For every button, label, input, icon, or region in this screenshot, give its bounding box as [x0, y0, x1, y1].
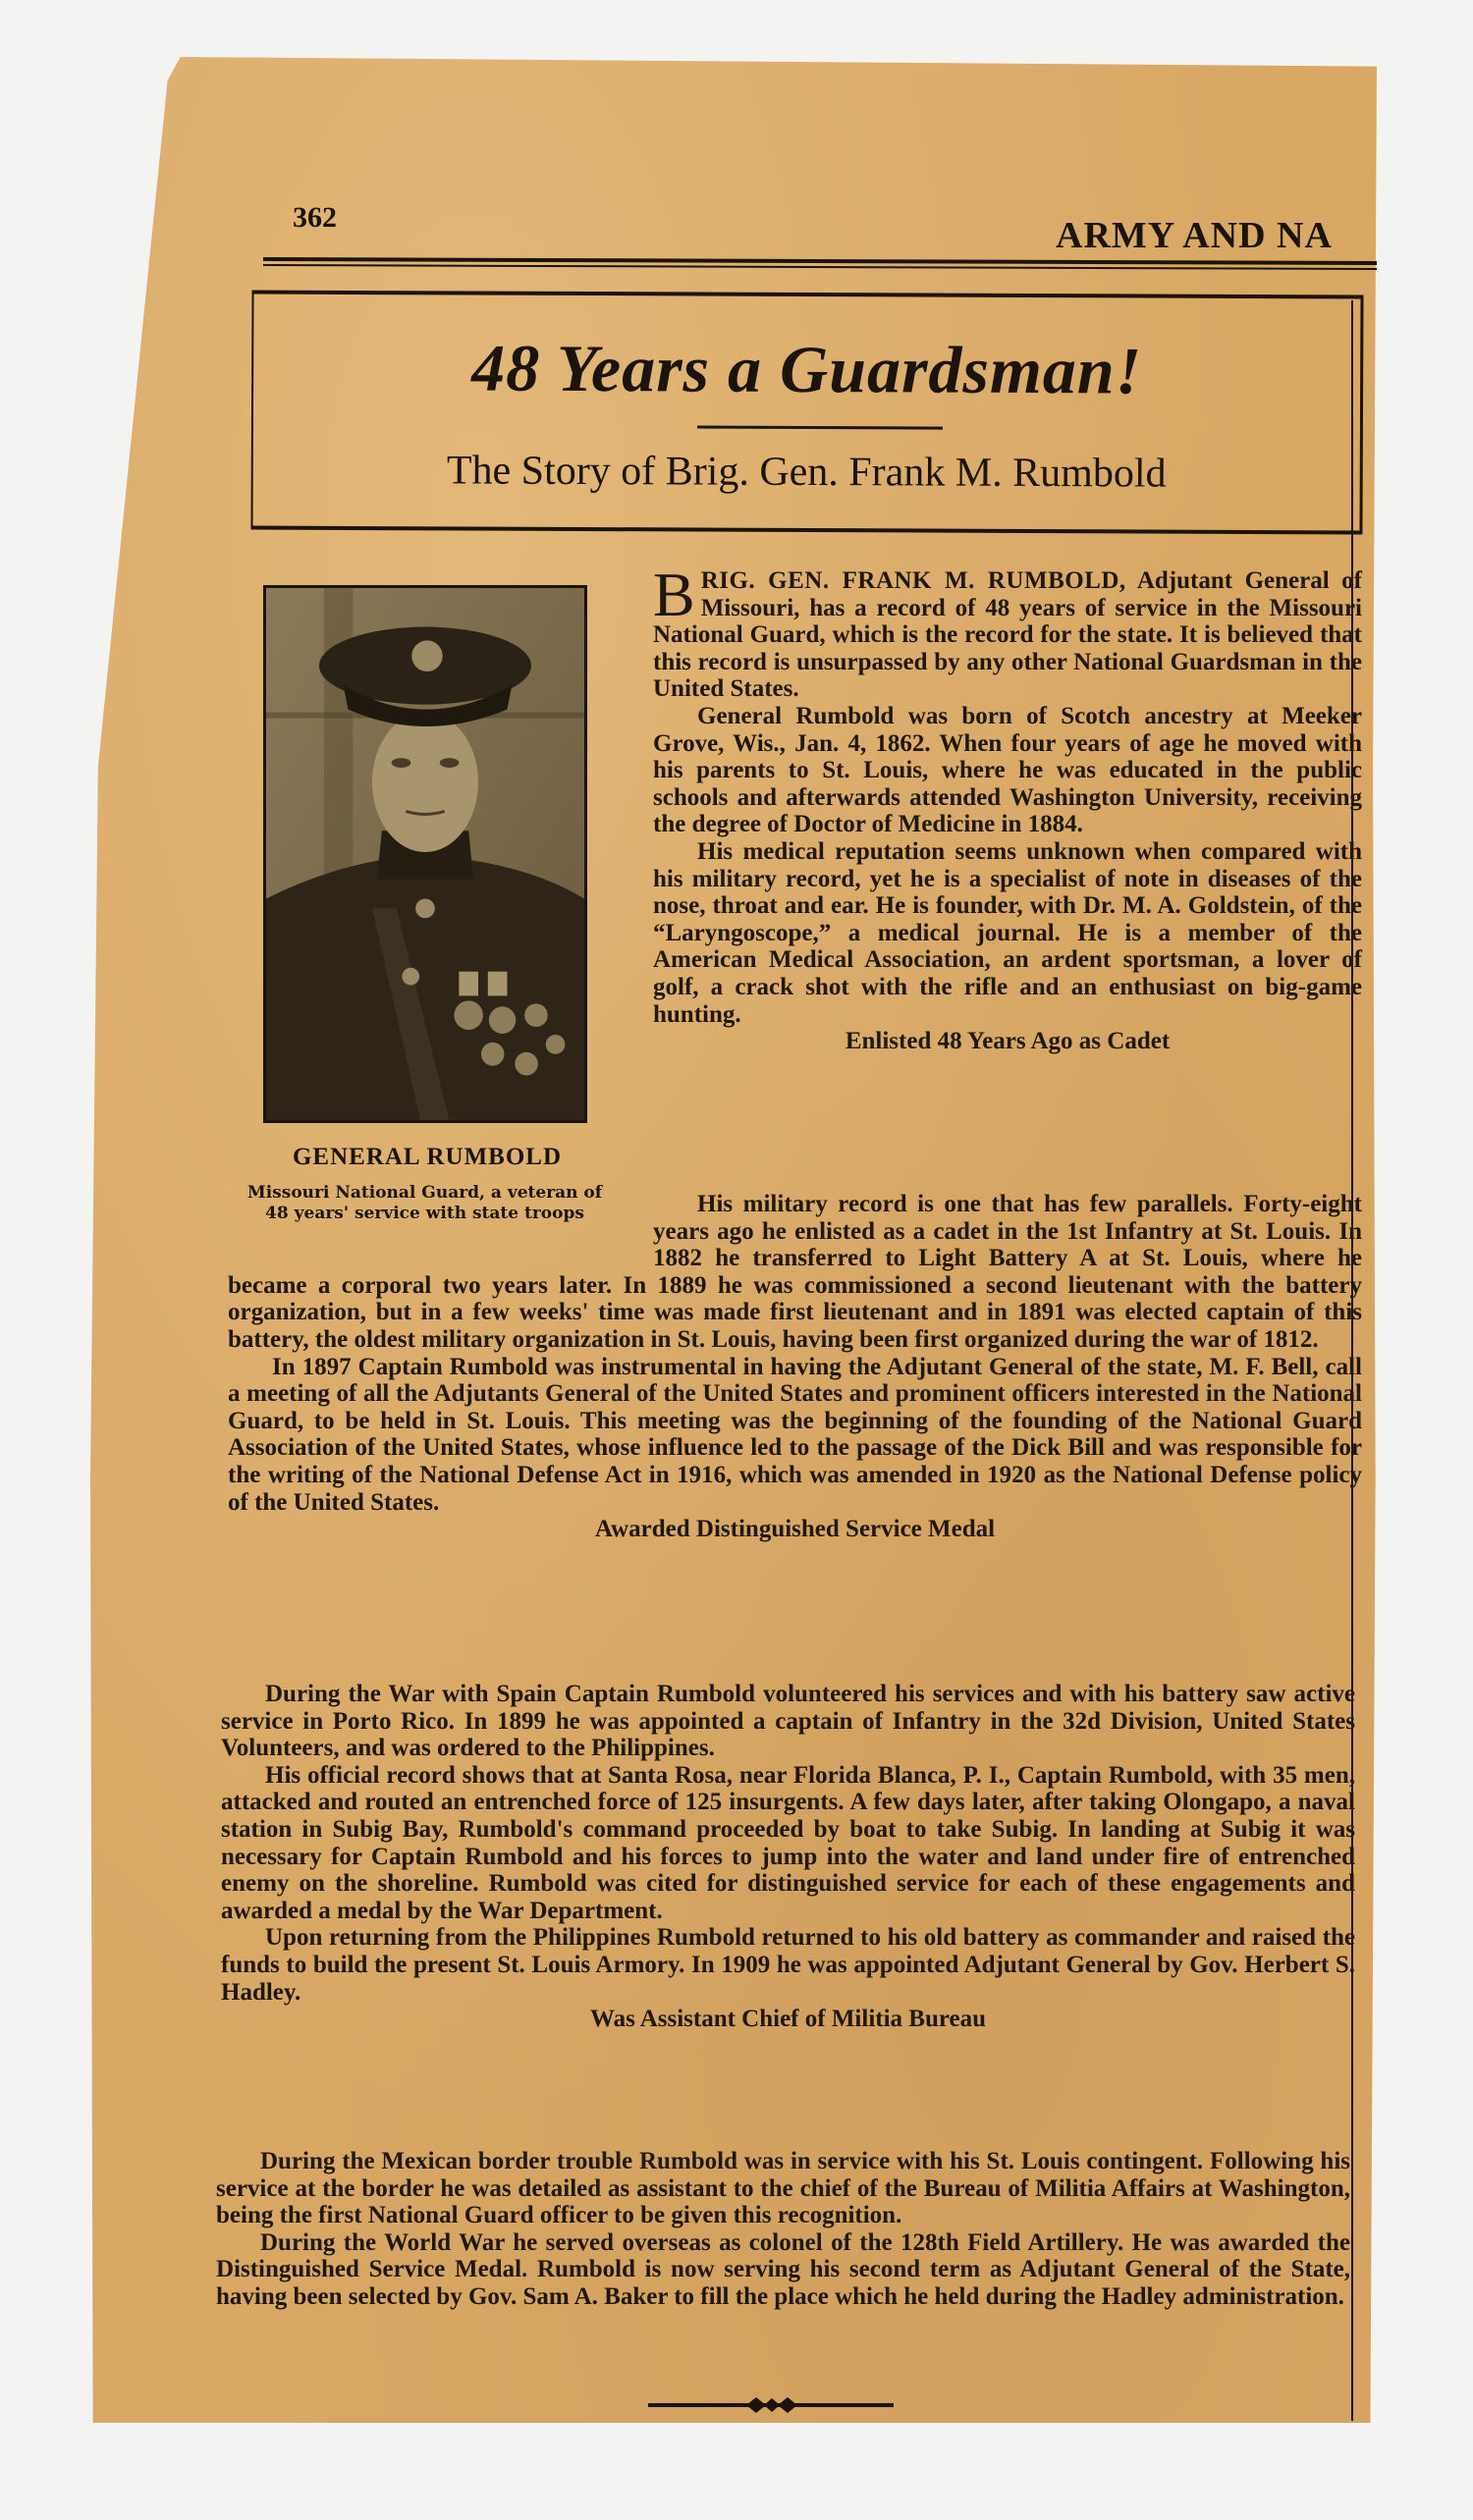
section-heading: Enlisted 48 Years Ago as Cadet	[845, 1028, 1171, 1055]
paragraph: His military record is one that has few parallels. Forty-eight years ago he enlisted as a cadet in the 1st Infantry at St. Louis. In 1882 he transferred to Light Battery A at St. Louis, where he became a corporal two years later. In 1889 he was commissioned a second lieutenant with the battery organization, but in a few weeks' time was made first lieutenant and in 1891 was elected captain of this battery, the oldest military organization in St. Louis, having been first organized during the war of 1812.	[228, 1191, 1362, 1353]
paragraph: His official record shows that at Santa Rosa, near Florida Blanca, P. I., Captain Rumbold, with 35 men, attacked and routed an entrenched force of 125 insurgents. A few days later, after taking Olongapo, a naval station in Subig Bay, Rumbold's command proceeded by boat to take Subig. In landing at Subig it was necessary for Captain Rumbold and his forces to jump into the water and land under fire of entrenched enemy on the shoreline. Rumbold was cited for distinguished service for each of these engagements and awarded a medal by the War Department.	[221, 1761, 1355, 1924]
lead-paragraph	[653, 560, 1362, 703]
caption-wrap-space	[228, 1191, 653, 1271]
end-ornament	[648, 2395, 894, 2415]
portrait-photo	[263, 585, 587, 1123]
photo-caption-name: GENERAL RUMBOLD	[292, 1144, 563, 1170]
paragraph: General Rumbold was born of Scotch ancestry at Meeker Grove, Wis., Jan. 4, 1862. When four years of age he moved with his parents to St. Louis, where he was educated in the public schools and afterwards attended Washington University, receiving the degree of Doctor of Medicine in 1884.	[653, 702, 1362, 838]
paragraph: During the World War he served overseas as colonel of the 128th Field Artillery. He was awarded the Distinguished Service Medal. Rumbold is now serving his second term as Adjutant General of the State, having been selected by Gov. Sam A. Baker to fill the place which he held during the Hadley administration.	[216, 2228, 1350, 2310]
running-head: ARMY AND NA	[1056, 215, 1333, 256]
section-heading: Awarded Distinguished Service Medal	[594, 1516, 996, 1543]
article-block-military-record	[228, 1191, 1362, 1543]
article-column-right	[653, 560, 1362, 1055]
article-block-service-medal	[221, 1681, 1355, 2033]
paragraph: Upon returning from the Philippines Rumbold returned to his old battery as commander and raised the funds to build the present St. Louis Armory. In 1909 he was appointed Adjutant General by Gov. Herbert S. Hadley.	[221, 1924, 1355, 2006]
section-heading: Was Assistant Chief of Militia Bureau	[589, 2006, 987, 2033]
page-number: 362	[293, 201, 337, 234]
paragraph: His medical reputation seems unknown when compared with his military record, yet he is a specialist of note in diseases of the nose, throat and ear. He is founder, with Dr. M. A. Goldstein, of the “Laryngoscope,” a medical journal. He is a member of the American Medical Association, an ardent sportsman, a lover of golf, a crack shot with the rifle and an enthusiast on big-game hunting.	[653, 837, 1362, 1028]
headline: 48 Years a Guardsman!	[471, 330, 1143, 408]
headline-box	[250, 291, 1363, 535]
subheadline: The Story of Brig. Gen. Frank M. Rumbold	[446, 448, 1167, 497]
lead-caps: RIG. GEN. FRANK M. RUMBOLD,	[700, 567, 1126, 594]
lead-paragraph-text: Adjutant General of Missouri, has a record of 48 years of service in the Missouri National Guard, which is the record for the state. It is believed that this record is unsurpassed by any other National Guardsman in the United States.	[653, 567, 1362, 703]
paragraph: During the Mexican border trouble Rumbold was in service with his St. Louis contingent. Following his service at the border he was detailed as assistant to the chief of the Bureau of Militia Affairs at Washington, being the first National Guard officer to be given this recognition.	[216, 2148, 1350, 2229]
drop-cap: B	[653, 560, 695, 629]
photo-caption-text: Missouri National Guard, a veteran of 48 years' service with state troops	[246, 1183, 603, 1223]
paragraph: In 1897 Captain Rumbold was instrumental in having the Adjutant General of the state, M. F. Bell, call a meeting of all the Adjutants General of the United States and prominent officers interested in the National Guard, to be held in St. Louis. This meeting was the beginning of the founding of the National Guard Association of the United States, whose influence led to the passage of the Dick Bill and was responsible for the writing of the National Defense Act in 1916, which was amended in 1920 as the National Defense policy of the United States.	[228, 1353, 1362, 1516]
paragraph: During the War with Spain Captain Rumbold volunteered his services and with his battery saw active service in Porto Rico. In 1899 he was appointed a captain of Infantry in the 32d Division, United States Volunteers, and was ordered to the Philippines.	[221, 1681, 1355, 1762]
portrait-image	[266, 588, 584, 1120]
article-block-militia-bureau	[216, 2148, 1350, 2311]
headline-divider	[697, 426, 943, 430]
